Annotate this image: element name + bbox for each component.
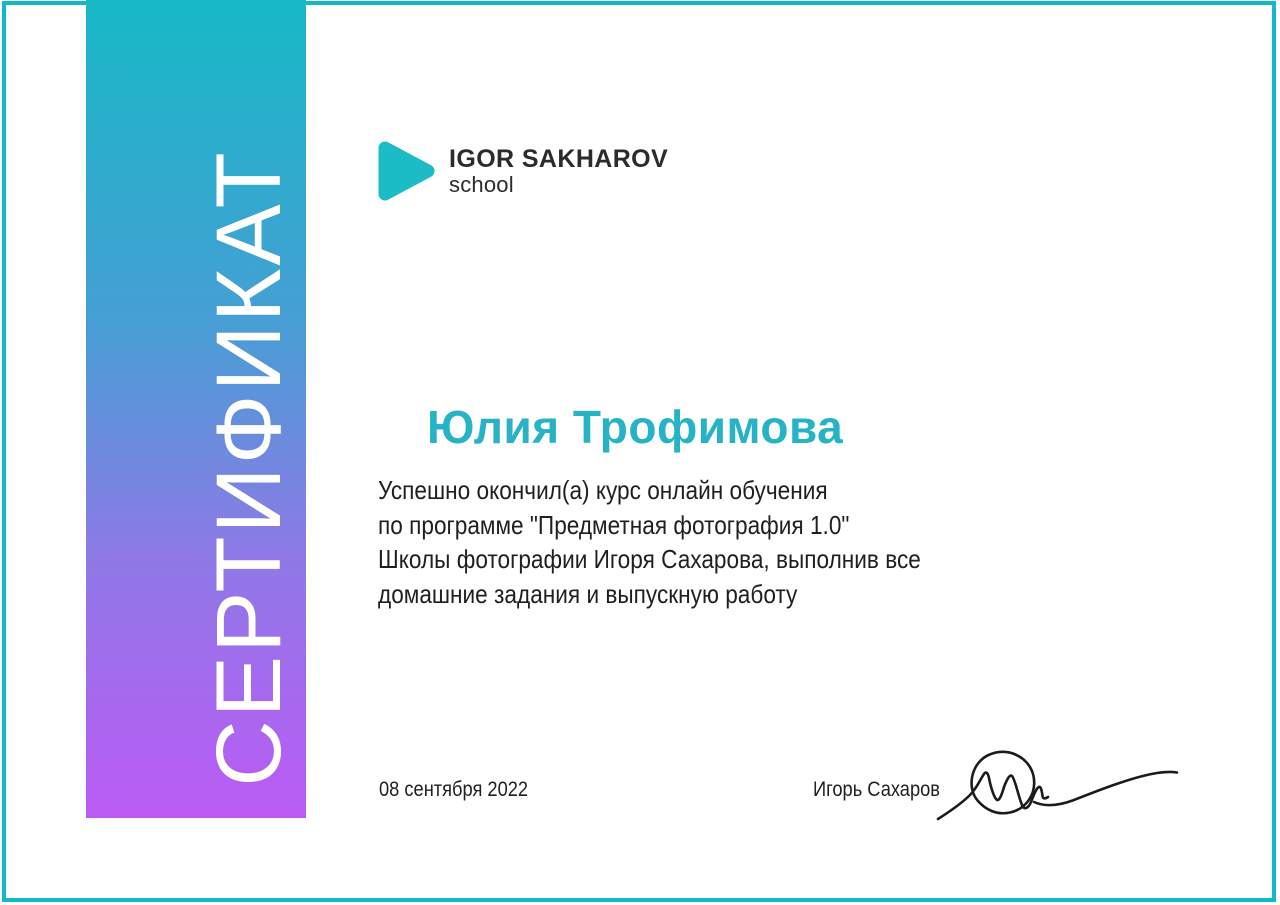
completion-text bbox=[378, 473, 921, 611]
logo-title: IGOR SAKHAROV bbox=[449, 145, 669, 173]
completion-line-3: Школы фотографии Игоря Сахарова, выполнив все bbox=[378, 544, 921, 574]
completion-line-1: Успешно окончил(а) курс онлайн обучения bbox=[378, 475, 828, 505]
completion-line-4: домашние задания и выпускную работу bbox=[378, 578, 798, 609]
signer-name: Игорь Сахаров bbox=[813, 778, 940, 801]
gradient-sidebar bbox=[86, 0, 306, 818]
signature-icon bbox=[925, 738, 1185, 833]
completion-line-2: по программе "Предметная фотография 1.0" bbox=[378, 509, 850, 540]
logo-subtitle: school bbox=[449, 172, 514, 197]
school-logo bbox=[375, 140, 668, 202]
play-icon bbox=[375, 140, 437, 202]
recipient-name: Юлия Трофимова bbox=[427, 401, 844, 453]
certificate-vertical-title: СЕРТИФИКАТ bbox=[198, 149, 300, 787]
issue-date: 08 сентября 2022 bbox=[379, 778, 529, 801]
logo-text-block bbox=[449, 140, 668, 197]
